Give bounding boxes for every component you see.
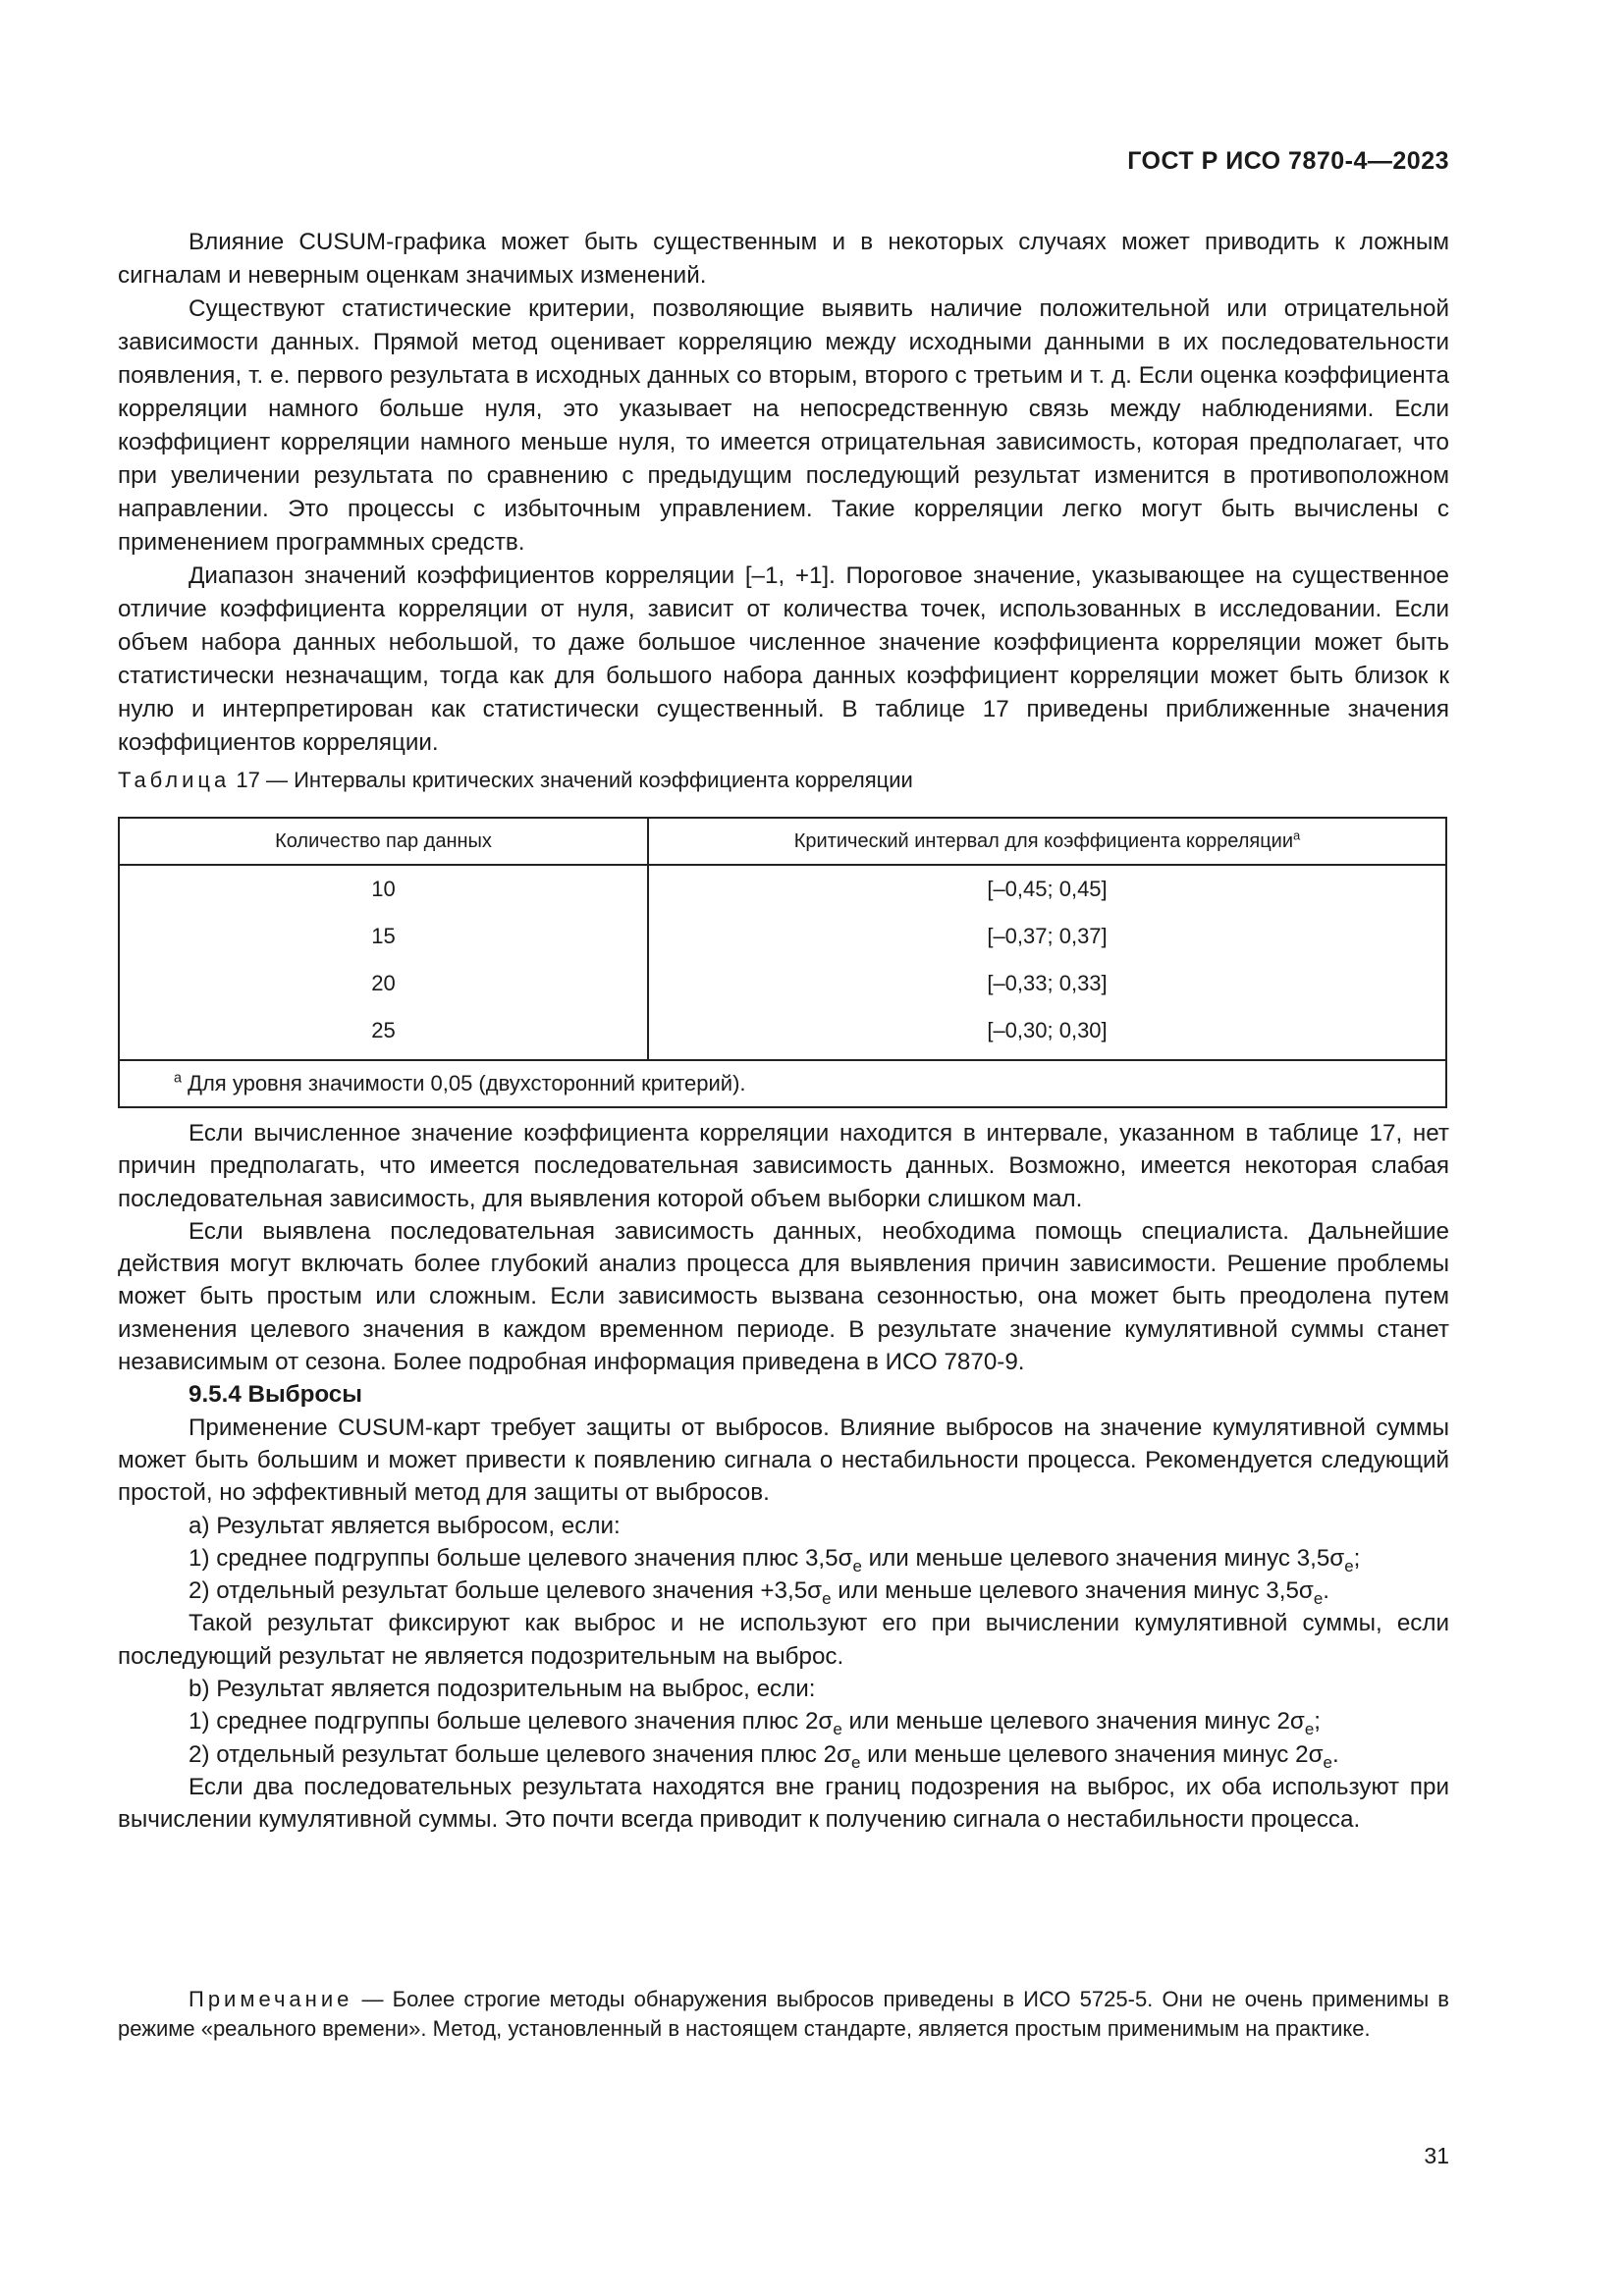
paragraph: Существуют статистические критерии, позволяющие выявить наличие положительной или отрицательной зависимости данных. Прямой метод оценивает корреляцию между исходными данными в их последовательности появления, т. е. первого результата в исходных данных со вторым, второго с третьим и т. д. Если оценка коэффициента корреляции намного больше нуля, это указывает на непосредственную связь между наблюдениями. Если коэффициент корреляции намного меньше нуля, то имеется отрицательная зависимость, которая предполагает, что при увеличении результата по сравнению с предыдущим последующий результат изменится в противоположном направлении. Это процессы с избыточным управлением. Такие корреляции легко могут быть вычислены с применением программных средств. [118,295,1449,556]
column-header-interval: Критический интервал для коэффициента корреляции$^a$ [648,818,1446,865]
note [118,1985,1449,2044]
table-footnote-row [119,1060,1446,1107]
body-text-top [118,226,1449,760]
cell-interval: [–0,45; 0,45] [648,865,1446,913]
paragraph: Если вычисленное значение коэффициента корреляции находится в интервале, указанном в таблице 17, нет причин предполагать, что имеется последовательная зависимость данных. Возможно, имеется некоторая слабая последовательная зависимость, для выявления которой объем выборки слишком мал. [118,1120,1449,1212]
cell-pairs: 10 [119,865,648,913]
table-header-row [119,818,1446,865]
document-header: ГОСТ Р ИСО 7870-4—2023 [1127,147,1449,175]
list-intro: b) Результат является подозрительным на выброс, если: [189,1676,816,1703]
note-label: Примечание [189,1987,353,2011]
table-caption [118,768,913,793]
paragraph: Применение CUSUM-карт требует защиты от выбросов. Влияние выбросов на значение кумулятивной суммы может быть большим и может привести к появлению сигнала о нестабильности процесса. Рекомендуется следующий простой, но эффективный метод для защиты от выбросов. [118,1414,1449,1507]
cell-pairs: 25 [119,1007,648,1060]
paragraph: Такой результат фиксируют как выброс и не используют его при вычислении кумулятивной суммы, если последующий результат не является подозрительным на выброс. [118,1610,1449,1670]
paragraph: Если выявлена последовательная зависимость данных, необходима помощь специалиста. Дальнейшие действия могут включать более глубокий анализ процесса для выявления причин зависимости. Решение проблемы может быть простым или сложным. Если зависимость вызвана сезонностью, она может быть преодолена путем изменения целевого значения в каждом временном периоде. В результате значение кумулятивной суммы станет независимым от сезона. Более подробная информация приведена в ИСО 7870-9. [118,1217,1449,1376]
correlation-table [118,817,1447,1108]
paragraph: Диапазон значений коэффициентов корреляции [–1, +1]. Пороговое значение, указывающее на существенное отличие коэффициента корреляции от нуля, зависит от количества точек, использованных в исследовании. Если объем набора данных небольшой, то даже большое численное значение коэффициента корреляции может быть статистически незначащим, тогда как для большого набора данных коэффициент корреляции может быть близок к нулю и интерпретирован как статистически существенный. В таблице 17 приведены приближенные значения коэффициентов корреляции. [118,562,1449,756]
footnote-marker: a [1293,827,1301,842]
list-item: 1) среднее подгруппы больше целевого значения плюс $3,5\sigma_e$ или меньше целевого значения минус $3,5\sigma_e$; [189,1544,1361,1575]
table-row [119,1007,1446,1060]
paragraph: Влияние CUSUM-графика может быть существенным и в некоторых случаях может приводить к ложным сигналам и неверным оценкам значимых изменений. [118,229,1449,289]
table-row [119,960,1446,1007]
cell-pairs: 15 [119,913,648,960]
list-item: 2) отдельный результат больше целевого значения плюс $2\sigma_e$ или меньше целевого значения минус $2\sigma_e$. [189,1740,1339,1772]
correlation-table-wrap [118,817,1447,1108]
cell-pairs: 20 [119,960,648,1007]
cell-interval: [–0,30; 0,30] [648,1007,1446,1060]
section-heading: 9.5.4 Выбросы [189,1381,362,1409]
paragraph: Если два последовательных результата находятся вне границ подозрения на выброс, их оба используют при вычислении кумулятивной суммы. Это почти всегда приводит к получению сигнала о нестабильности процесса. [118,1773,1449,1834]
table-caption-label: Таблица [118,768,231,792]
table-footnote: $^a$ Для уровня значимости 0,05 (двухсторонний критерий). [119,1060,1446,1107]
table-row [119,913,1446,960]
note-text: — Более строгие методы обнаружения выбросов приведены в ИСО 5725-5. Они не очень применимы в режиме «реального времени». Метод, установленный в настоящем стандарте, является простым применимым на практике. [118,1987,1449,2041]
table-row [119,865,1446,913]
table-caption-title: 17 — Интервалы критических значений коэффициента корреляции [230,768,913,792]
list-intro: а) Результат является выбросом, если: [189,1512,621,1539]
list-item: 2) отдельный результат больше целевого значения $+3,5\sigma_e$ или меньше целевого значения минус $3,5\sigma_e$. [189,1577,1329,1608]
column-header-pairs: Количество пар данных [119,818,648,865]
body-text-bottom [118,1117,1449,1837]
page-number: 31 [1424,2143,1449,2168]
cell-interval: [–0,37; 0,37] [648,913,1446,960]
footnote-marker: a [174,1070,182,1087]
list-item: 1) среднее подгруппы больше целевого значения плюс $2\sigma_e$ или меньше целевого значения минус $2\sigma_e$; [189,1708,1322,1739]
cell-interval: [–0,33; 0,33] [648,960,1446,1007]
